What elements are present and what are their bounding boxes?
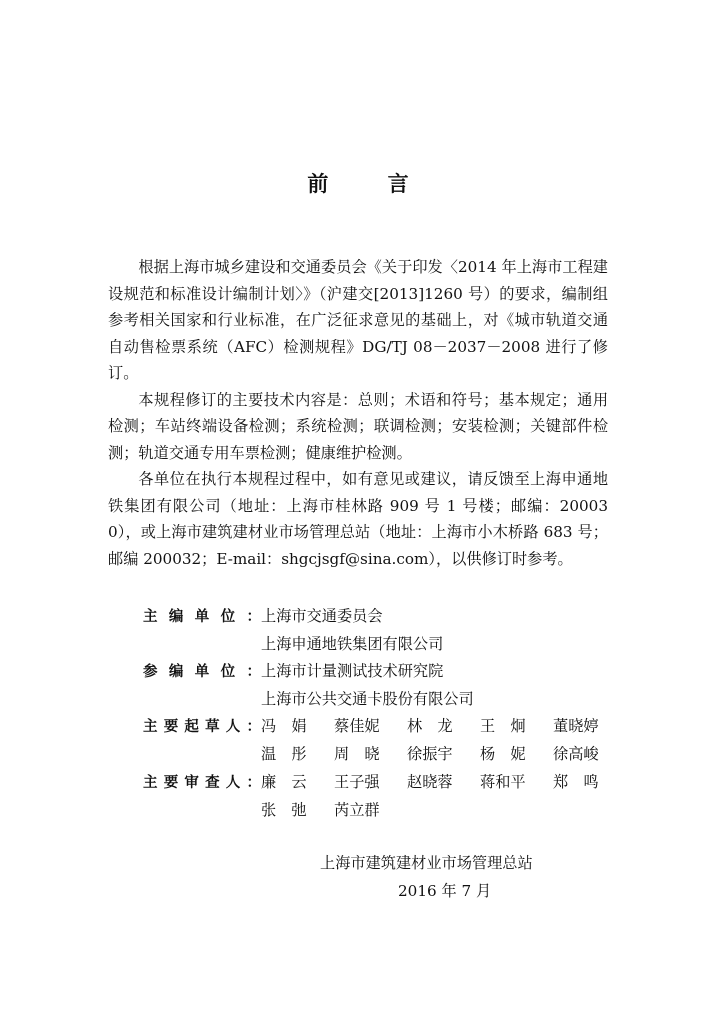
reviewers-names-line [261,797,613,825]
drafter-name: 董晓婷 [553,717,599,736]
label-char: 要 [163,774,179,791]
drafter-name: 王 炯 [480,717,526,736]
label-colon: ： [246,664,261,681]
drafters-names-line [261,713,626,741]
reviewers-row [143,769,613,798]
signature-date: 2016 年 7 月 [398,882,492,900]
drafter-name: 蔡佳妮 [334,717,380,736]
label-char: 起 [184,719,199,736]
reviewers-names [261,769,626,797]
preface-body [108,254,608,572]
label-char: 人 [225,774,241,791]
label-char: 单 [194,664,210,681]
signature-organization: 上海市建筑建材业市场管理总站 [320,854,533,872]
label-char: 编 [168,609,184,625]
reviewers-label [143,770,261,798]
reviewer-name: 芮立群 [334,801,380,820]
preface-paragraph: 各单位在执行本规程过程中，如有意见或建议，请反馈至上海申通地铁集团有限公司（地址：上海市桂林路 909 号 1 号楼；邮编：200030），或上海市建筑建材业市场管理总站（地址：上海市小木桥路 683 号；邮编 200032；E-mail：shgcjsgf@sina.com），以供修订时参考。 [108,470,608,568]
preface-paragraph: 本规程修订的主要技术内容是：总则；术语和符号；基本规定；通用检测；车站终端设备检测；系统检测；联调检测；安装检测；关键部件检测；轨道交通专用车票检测；健康维护检测。 [108,390,608,462]
participating-unit-name: 上海市公共交通卡股份有限公司 [261,689,474,708]
label-char: 编 [168,664,184,681]
chief-unit-row [143,603,613,658]
label-char: 人 [225,719,241,736]
label-colon: ： [246,774,261,791]
drafters-label [143,714,261,742]
reviewer-name: 赵晓蓉 [407,772,453,791]
drafter-name: 冯 娟 [261,717,307,736]
drafter-name: 林 龙 [407,717,453,736]
drafter-name: 徐振宇 [407,744,453,763]
preface-paragraph: 根据上海市城乡建设和交通委员会《关于印发〈2014 年上海市工程建设规范和标准设计编制计划〉》（沪建交[2013]1260 号）的要求，编制组参考相关国家和行业标准，在广泛征求意见的基础上，对《城市轨道交通自动售检票系统（AFC）检测规程》DG/TJ 08－2037－2008 进行了修订。 [108,258,608,382]
reviewer-name: 王子强 [334,772,380,791]
label-char: 位 [220,664,236,681]
drafter-name: 温 彤 [261,744,307,763]
label-char: 要 [163,719,179,736]
chief-unit-values [261,603,613,658]
drafters-row [143,713,613,768]
reviewer-name: 蒋和平 [480,772,526,791]
label-char: 单 [194,609,210,625]
label-char: 参 [143,664,158,681]
participating-unit-row [143,658,613,713]
label-char: 草 [205,719,220,736]
reviewers-names-line [261,769,626,797]
label-char: 位 [220,609,236,625]
page-title: 前 言 [307,172,435,196]
label-char: 审 [184,774,199,791]
label-colon: ： [246,609,261,625]
label-colon: ： [246,719,261,736]
reviewers-row-continued [143,797,613,825]
drafters-names [261,713,626,768]
label-char: 查 [205,774,220,791]
chief-unit-name: 上海申通地铁集团有限公司 [261,634,444,653]
label-char: 主 [143,719,158,736]
label-char: 主 [143,774,158,791]
drafter-name: 周 晓 [334,744,380,763]
chief-unit-name: 上海市交通委员会 [261,607,383,625]
reviewer-name: 张 弛 [261,801,307,820]
participating-unit-label [143,659,261,687]
participating-unit-name: 上海市计量测试技术研究院 [261,662,444,681]
participating-unit-values [261,658,613,713]
chief-unit-label [143,604,261,632]
drafter-name: 徐高峻 [553,744,599,763]
credits-block [143,603,613,825]
reviewer-name: 廉 云 [261,772,307,791]
label-char: 主 [143,609,158,625]
drafters-names-line [261,741,626,769]
drafter-name: 杨 妮 [480,744,526,763]
reviewers-names-continued [261,797,613,825]
reviewer-name: 郑 鸣 [553,772,599,791]
